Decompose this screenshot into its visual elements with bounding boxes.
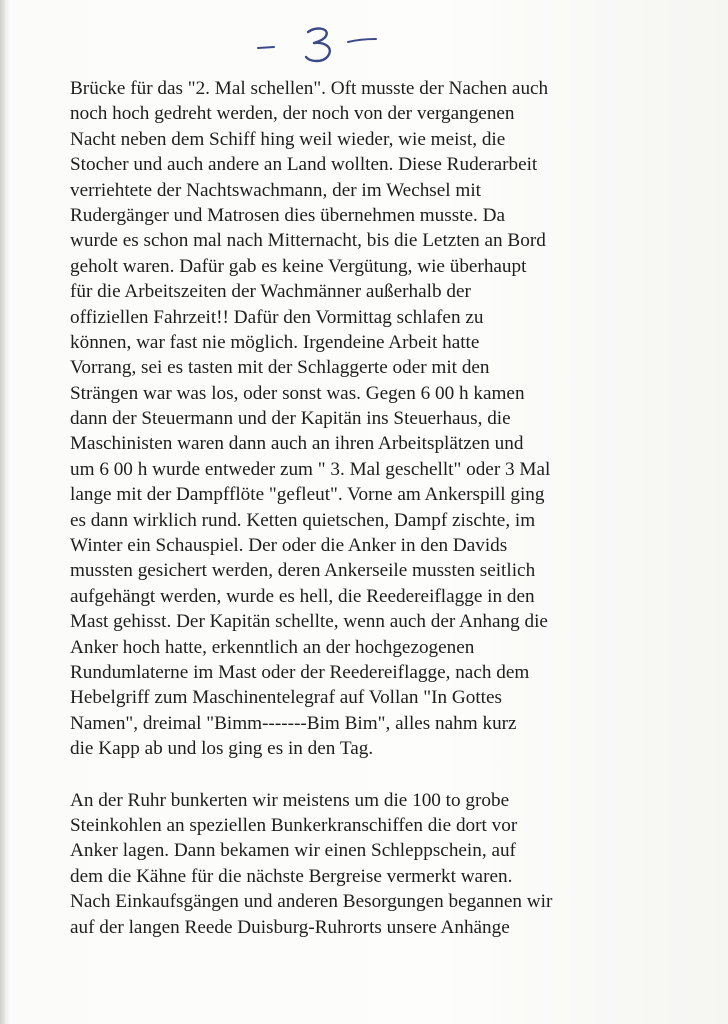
text-line: Rundumlaterne im Mast oder der Reedereiflagge, nach dem	[70, 661, 530, 683]
document-body	[70, 76, 650, 940]
text-line: Stocher und auch andere an Land wollten. Diese Ruderarbeit	[70, 154, 538, 176]
text-line: Mast gehisst. Der Kapitän schellte, wenn auch der Anhang die	[70, 611, 548, 633]
paragraph-2	[70, 788, 650, 940]
text-line: Brücke für das "2. Mal schellen". Oft musste der Nachen auch	[70, 78, 549, 99]
text-line: dem die Kähne für die nächste Bergreise vermerkt waren.	[70, 865, 513, 887]
paragraph-gap	[70, 762, 650, 788]
text-line: lange mit der Dampfflöte "gefleut". Vorne am Ankerspill ging	[70, 484, 545, 506]
text-line: Hebelgriff zum Maschinentelegraf auf Vollan "In Gottes	[70, 687, 502, 709]
text-line: mussten gesichert werden, deren Ankerseile mussten seitlich	[70, 560, 536, 582]
text-line: Anker hoch hatte, erkenntlich an der hochgezogenen	[70, 636, 475, 658]
handwritten-page-number-icon	[250, 20, 400, 70]
text-line: Rudergänger und Matrosen dies übernehmen musste. Da	[70, 204, 505, 226]
text-line: dann der Steuermann und der Kapitän ins Steuerhaus, die	[70, 408, 511, 430]
text-line: wurde es schon mal nach Mitternacht, bis die Letzten an Bord	[70, 230, 546, 252]
text-line: aufgehängt werden, wurde es hell, die Reedereiflagge in den	[70, 585, 535, 607]
text-line: noch hoch gedreht werden, der noch von der vergangenen	[70, 103, 515, 125]
page-edge-shadow	[0, 0, 6, 1024]
text-line: Maschinisten waren dann auch an ihren Arbeitsplätzen und	[70, 433, 524, 455]
text-line: verriehtete der Nachtswachmann, der im Wechsel mit	[70, 179, 482, 201]
page-number	[250, 20, 400, 70]
text-line: An der Ruhr bunkerten wir meistens um die 100 to grobe	[70, 789, 510, 811]
text-line: Vorrang, sei es tasten mit der Schlaggerte oder mit den	[70, 357, 490, 379]
text-line: Winter ein Schauspiel. Der oder die Anker in den Davids	[70, 535, 508, 557]
text-line: Nacht neben dem Schiff hing weil wieder, wie meist, die	[70, 128, 506, 150]
text-line: es dann wirklich rund. Ketten quietschen, Dampf zischte, im	[70, 509, 536, 531]
text-line: die Kapp ab und los ging es in den Tag.	[70, 738, 374, 760]
text-line: auf der langen Reede Duisburg-Ruhrorts unsere Anhänge	[70, 916, 510, 938]
text-line: können, war fast nie möglich. Irgendeine Arbeit hatte	[70, 331, 480, 353]
text-line: geholt waren. Dafür gab es keine Vergütung, wie überhaupt	[70, 255, 527, 277]
text-line: um 6 00 h wurde entweder zum " 3. Mal geschellt" oder 3 Mal	[70, 458, 551, 480]
text-line: für die Arbeitszeiten der Wachmänner außerhalb der	[70, 281, 471, 303]
paragraph-1	[70, 76, 650, 762]
text-line: Steinkohlen an speziellen Bunkerkranschiffen die dort vor	[70, 814, 518, 836]
text-line: Strängen war was los, oder sonst was. Gegen 6 00 h kamen	[70, 382, 525, 404]
text-line: Nach Einkaufsgängen und anderen Besorgungen begannen wir	[70, 891, 553, 913]
text-line: offiziellen Fahrzeit!! Dafür den Vormittag schlafen zu	[70, 306, 484, 328]
text-line: Anker lagen. Dann bekamen wir einen Schleppschein, auf	[70, 840, 516, 862]
text-line: Namen", dreimal "Bimm-------Bim Bim", alles nahm kurz	[70, 712, 517, 734]
